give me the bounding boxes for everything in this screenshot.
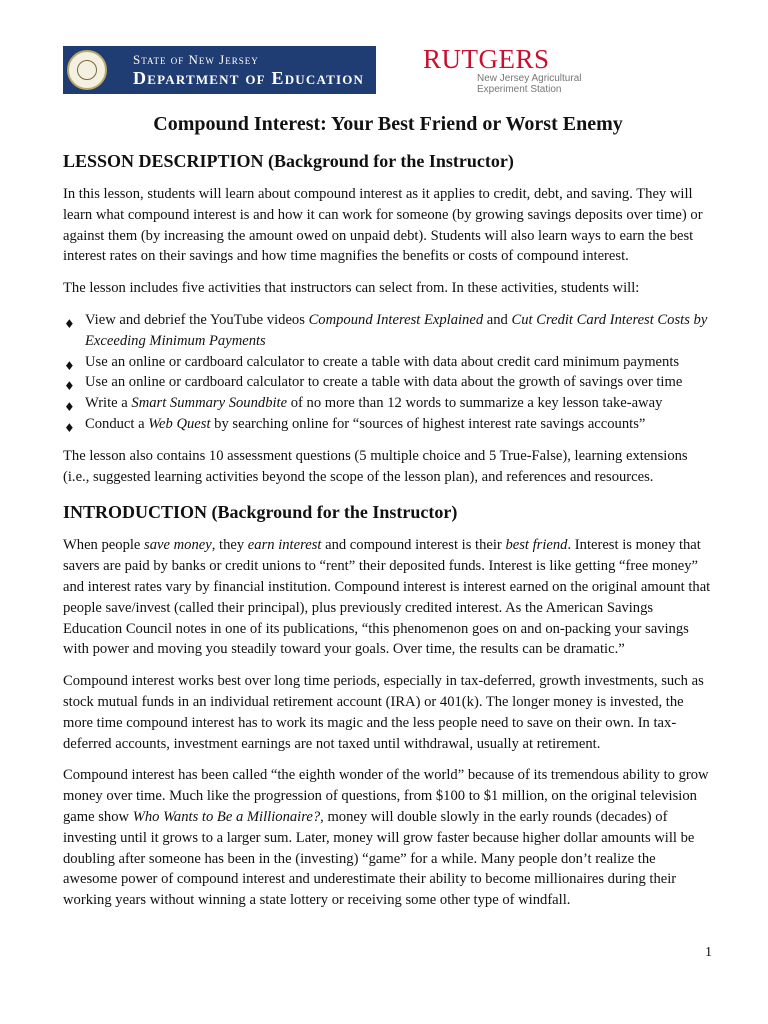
intro-paragraph-2: Compound interest works best over long time periods, especially in tax-deferred, growth investments, such as stock mutual funds in an individual retirement account (IRA) or 401(k). The longer money is invested, the more time compound interest has to work its magic and the less people need to save on their own. In tax-deferred accounts, investment earnings are not taxed until withdrawal, usually at retirement.	[63, 673, 704, 752]
list-item	[63, 372, 713, 393]
list-item	[63, 393, 713, 414]
list-item-text: of no more than 12 words to summarize a key lesson take-away	[287, 395, 663, 412]
list-item	[63, 310, 713, 352]
page-header	[63, 44, 623, 100]
lesson-description-heading: LESSON DESCRIPTION (Background for the Instructor)	[63, 151, 514, 171]
rutgers-logo: RUTGERS	[423, 44, 550, 74]
document-title: Compound Interest: Your Best Friend or Worst Enemy	[153, 113, 623, 135]
diamond-bullet-icon: ♦	[64, 400, 75, 415]
diamond-bullet-icon: ♦	[64, 358, 75, 373]
video-title: Cut Credit Card Interest Costs by Exceeding Minimum Payments	[85, 311, 708, 349]
rutgers-subtitle	[477, 73, 657, 95]
nj-state-text: State of New Jersey	[133, 52, 259, 67]
document-body	[63, 112, 713, 922]
page-number: 1	[705, 945, 712, 960]
lesson-paragraph-2: The lesson includes five activities that instructors can select from. In these activities, students will:	[63, 280, 640, 297]
list-item	[63, 414, 713, 435]
activity-name: Web Quest	[148, 415, 211, 432]
list-item-text: Conduct a	[85, 415, 149, 432]
diamond-bullet-icon: ♦	[64, 316, 75, 331]
nj-seal-icon	[67, 50, 107, 90]
list-item-text: Use an online or cardboard calculator to create a table with data about the growth of savings over time	[85, 374, 683, 391]
list-item-text: and	[483, 311, 512, 328]
list-item-text: Use an online or cardboard calculator to create a table with data about credit card minimum payments	[85, 353, 680, 370]
rutgers-subtitle-line2: Experiment Station	[477, 84, 562, 95]
rutgers-subtitle-line1: New Jersey Agricultural	[477, 73, 582, 84]
lesson-paragraph-1: In this lesson, students will learn about compound interest as it applies to credit, debt, and saving. They will learn what compound interest is and how it can work for someone (by growing savings deposits over time) or against them (by increasing the amount owed on unpaid debt). Students will also learn ways to earn the best interest rates on their savings and how time magnifies the benefits or costs of compound interest.	[63, 186, 703, 265]
diamond-bullet-icon: ♦	[64, 379, 75, 394]
diamond-bullet-icon: ♦	[64, 420, 75, 435]
list-item-text: Write a	[85, 395, 132, 412]
list-item	[63, 352, 713, 373]
list-item-text: by searching online for “sources of highest interest rate savings accounts”	[210, 415, 646, 432]
nj-department-text: Department of Education	[133, 68, 365, 88]
activity-name: Smart Summary Soundbite	[131, 395, 288, 412]
introduction-heading: INTRODUCTION (Background for the Instructor)	[63, 502, 458, 523]
lesson-paragraph-3: The lesson also contains 10 assessment questions (5 multiple choice and 5 True-False), learning extensions (i.e., suggested learning activities beyond the scope of the lesson plan), and references and resources.	[63, 447, 688, 485]
video-title: Compound Interest Explained	[308, 311, 484, 328]
intro-paragraph-3: Compound interest has been called “the eighth wonder of the world” because of its tremendous ability to grow money over time. Much like the progression of questions, from $100 to $1 million, on the original television game show Who Wants to Be a Millionaire?, money will double slowly in the early rounds (decades) of investing until it grows to a larger sum. Later, money will grow faster because higher dollar amounts will be doubling after someone has been in the (investing) “game” for a while. Many people don’t realize the awesome power of compound interest and underestimate their ability to become millionaires during their working years without winning a state lottery or receiving some other type of windfall.	[63, 767, 709, 909]
intro-paragraph-1: When people save money, they earn interest and compound interest is their best friend. Interest is money that savers are paid by banks or credit unions to “rent” their deposited funds. Interest is like getting “free money” and interest rates vary by financial institution. Compound interest is interest earned on the original amount that people save/invest (called their principal), plus previously credited interest. As the American Savings Education Council notes in one of its publications, “this phenomenon goes on and on-packing your savings with power and moving you steadily toward your goals. Over time, the results can be dramatic.”	[63, 537, 711, 658]
activities-list	[63, 310, 713, 435]
nj-department-logo	[63, 46, 376, 94]
list-item-text: View and debrief the YouTube videos	[85, 311, 309, 328]
